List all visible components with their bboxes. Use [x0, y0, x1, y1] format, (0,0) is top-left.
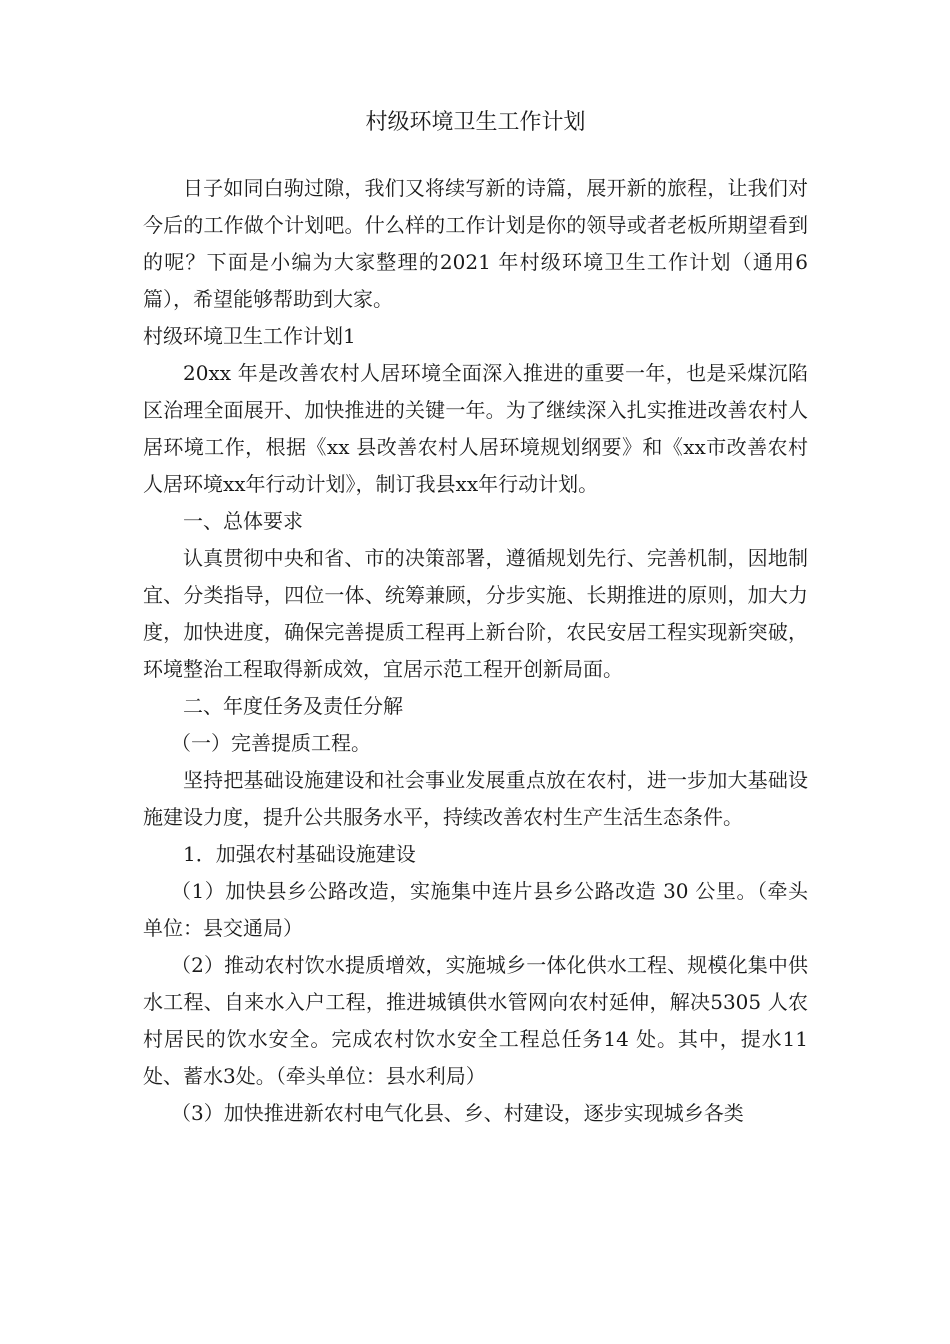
- item-road-paragraph: （1）加快县乡公路改造，实施集中连片县乡公路改造 30 公里。（牵头单位：县交通局）: [143, 879, 808, 940]
- item-electric-paragraph: （3）加快推进新农村电气化县、乡、村建设，逐步实现城乡各类: [171, 1101, 744, 1125]
- subsection-heading-quality: （一）完善提质工程。: [171, 731, 371, 755]
- quality-paragraph: 坚持把基础设施建设和社会事业发展重点放在农村，进一步加大基础设施建设力度，提升公共服务水平，持续改善农村生产生活生态条件。: [143, 768, 808, 829]
- document-title: 村级环境卫生工作计划: [365, 110, 586, 135]
- background-paragraph: 20xx 年是改善农村人居环境全面深入推进的重要一年，也是采煤沉陷区治理全面展开、加快推进的关键一年。为了继续深入扎实推进改善农村人居环境工作，根据《xx 县改善农村人居环境规划纲要》和《xx市改善农村人居环境xx年行动计划》，制订我县xx年行动计划。: [143, 361, 808, 496]
- document-page: [143, 108, 808, 1132]
- intro-paragraph: 日子如同白驹过隙，我们又将续写新的诗篇，展开新的旅程，让我们对今后的工作做个计划吧。什么样的工作计划是你的领导或者老板所期望看到的呢？下面是小编为大家整理的2021 年村级环境卫生工作计划（通用6篇），希望能够帮助到大家。: [143, 176, 808, 311]
- general-requirements-paragraph: 认真贯彻中央和省、市的决策部署，遵循规划先行、完善机制，因地制宜、分类指导，四位一体、统筹兼顾，分步实施、长期推进的原则，加大力度，加快进度，确保完善提质工程再上新台阶，农民安居工程实现新突破，环境整治工程取得新成效，宜居示范工程开创新局面。: [143, 546, 808, 681]
- plan-heading: 村级环境卫生工作计划1: [143, 324, 356, 348]
- item-heading-infrastructure: 1．加强农村基础设施建设: [183, 842, 416, 866]
- section-heading-general: 一、总体要求: [183, 509, 303, 533]
- item-water-paragraph: （2）推动农村饮水提质增效，实施城乡一体化供水工程、规模化集中供水工程、自来水入户工程，推进城镇供水管网向农村延伸，解决5305 人农村居民的饮水安全。完成农村饮水安全工程总任务14 处。其中，提水11 处、蓄水3处。（牵头单位：县水利局）: [143, 953, 808, 1088]
- section-heading-tasks: 二、年度任务及责任分解: [183, 694, 403, 718]
